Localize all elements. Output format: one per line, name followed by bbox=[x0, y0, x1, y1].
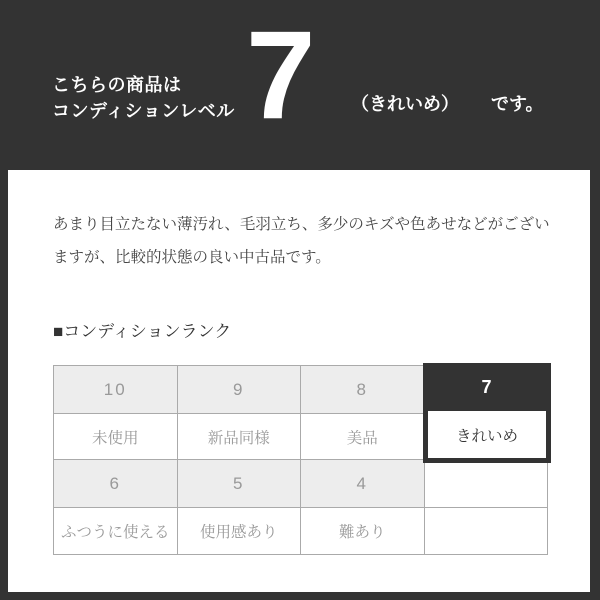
rank-number-row-2 bbox=[54, 460, 548, 508]
banner-intro-line2: コンディションレベル bbox=[52, 101, 235, 121]
rank-4-label: 難あり bbox=[301, 508, 425, 555]
condition-description: あまり目立たない薄汚れ、毛羽立ち、多少のキズや色あせなどがございますが、比較的状態の良い中古品です。 bbox=[53, 216, 550, 266]
rank-table bbox=[53, 365, 551, 555]
rank-6-label: ふつうに使える bbox=[54, 508, 178, 555]
empty-cell bbox=[424, 460, 548, 508]
condition-level-number: 7 bbox=[246, 6, 316, 145]
highlighted-rank-block bbox=[423, 363, 551, 463]
rank-9-label: 新品同様 bbox=[177, 414, 301, 460]
rank-10-cell: 10 bbox=[54, 366, 178, 414]
rank-5-label: 使用感あり bbox=[177, 508, 301, 555]
banner-suffix: です。 bbox=[491, 94, 544, 114]
rank-8-cell: 8 bbox=[301, 366, 425, 414]
banner-intro-line1: こちらの商品は bbox=[52, 75, 182, 95]
empty-cell bbox=[424, 508, 548, 555]
condition-level-note: （きれいめ） bbox=[351, 94, 459, 114]
rank-8-label: 美品 bbox=[301, 414, 425, 460]
rank-6-cell: 6 bbox=[54, 460, 178, 508]
highlighted-rank-number: 7 bbox=[481, 376, 493, 397]
banner-intro bbox=[52, 72, 235, 124]
content-box bbox=[8, 170, 590, 592]
condition-banner bbox=[0, 0, 600, 170]
section-heading: ■コンディションランク bbox=[53, 322, 232, 341]
rank-label-row-2 bbox=[54, 508, 548, 555]
rank-4-cell: 4 bbox=[301, 460, 425, 508]
rank-9-cell: 9 bbox=[177, 366, 301, 414]
rank-10-label: 未使用 bbox=[54, 414, 178, 460]
rank-5-cell: 5 bbox=[177, 460, 301, 508]
highlighted-rank-label: きれいめ bbox=[428, 411, 546, 458]
